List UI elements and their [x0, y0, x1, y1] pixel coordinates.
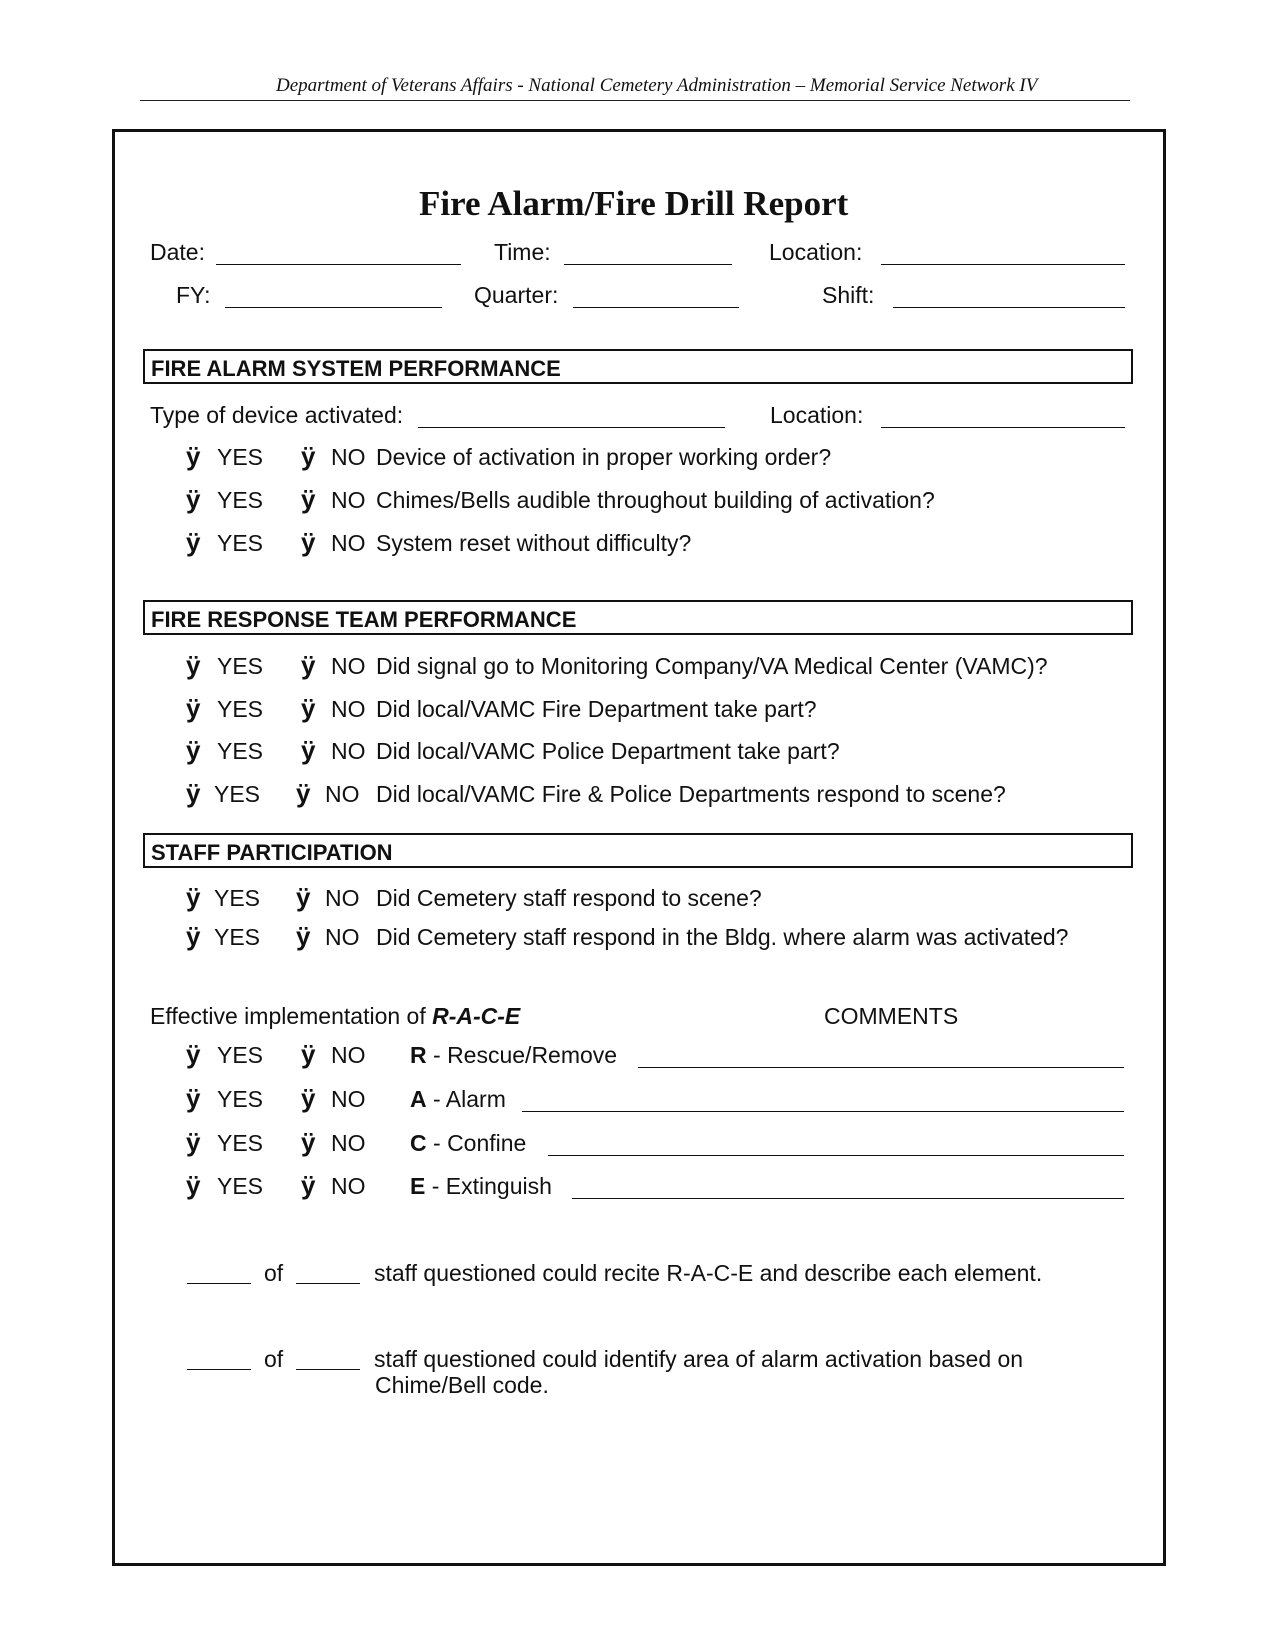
section-heading: STAFF PARTICIPATION	[151, 840, 393, 865]
no-label: NO	[325, 924, 360, 950]
no-label: NO	[325, 885, 360, 911]
no-checkbox-icon[interactable]: ÿ	[301, 1127, 316, 1157]
fy-field[interactable]	[225, 307, 442, 308]
recite-statement: staff questioned could recite R-A-C-E and describe each element.	[374, 1260, 1043, 1286]
comment-field-confine[interactable]	[548, 1155, 1124, 1156]
yes-label: YES	[214, 781, 261, 807]
identify-total-field[interactable]	[296, 1369, 360, 1370]
no-checkbox-icon[interactable]: ÿ	[301, 650, 316, 680]
yes-label: YES	[217, 530, 264, 556]
no-label: NO	[331, 1042, 366, 1068]
yes-checkbox-icon[interactable]: ÿ	[186, 650, 201, 680]
no-checkbox-icon[interactable]: ÿ	[301, 484, 316, 514]
race-item-text: - Confine	[426, 1130, 527, 1156]
yes-label: YES	[217, 444, 264, 470]
fy-label: FY:	[176, 282, 211, 308]
no-label: NO	[331, 696, 366, 722]
location-field[interactable]	[881, 264, 1125, 265]
shift-field[interactable]	[893, 307, 1125, 308]
race-item-extinguish	[410, 1175, 552, 1198]
yes-checkbox-icon[interactable]: ÿ	[186, 1127, 201, 1157]
no-label: NO	[331, 1086, 366, 1112]
comment-field-alarm[interactable]	[522, 1111, 1124, 1112]
section-alarm-system	[143, 349, 1133, 384]
yes-checkbox-icon[interactable]: ÿ	[186, 1083, 201, 1113]
no-label: NO	[331, 1173, 366, 1199]
yes-checkbox-icon[interactable]: ÿ	[186, 882, 201, 912]
identify-statement-line-1: staff questioned could identify area of alarm activation based on	[374, 1346, 1024, 1372]
question-text: Did local/VAMC Police Department take part?	[376, 738, 840, 764]
page-title: Fire Alarm/Fire Drill Report	[419, 184, 849, 223]
race-intro-text: Effective implementation of	[150, 1003, 433, 1029]
yes-checkbox-icon[interactable]: ÿ	[186, 441, 201, 471]
device-type-label: Type of device activated:	[150, 402, 404, 428]
comments-heading: COMMENTS	[824, 1003, 959, 1029]
no-label: NO	[325, 781, 360, 807]
race-letter: C	[410, 1130, 427, 1156]
yes-label: YES	[214, 885, 261, 911]
yes-checkbox-icon[interactable]: ÿ	[186, 527, 201, 557]
no-checkbox-icon[interactable]: ÿ	[296, 882, 311, 912]
no-checkbox-icon[interactable]: ÿ	[301, 527, 316, 557]
no-checkbox-icon[interactable]: ÿ	[301, 1170, 316, 1200]
question-text: Device of activation in proper working order?	[376, 444, 832, 470]
shift-label: Shift:	[822, 282, 875, 308]
device-location-label: Location:	[770, 402, 864, 428]
yes-label: YES	[217, 1086, 264, 1112]
comment-field-extinguish[interactable]	[572, 1198, 1124, 1199]
yes-label: YES	[217, 738, 264, 764]
no-checkbox-icon[interactable]: ÿ	[301, 1039, 316, 1069]
no-checkbox-icon[interactable]: ÿ	[301, 735, 316, 765]
of-label: of	[264, 1260, 284, 1286]
race-item-alarm	[410, 1088, 506, 1111]
race-item-text: - Alarm	[426, 1086, 506, 1112]
date-label: Date:	[150, 239, 205, 265]
yes-label: YES	[217, 487, 264, 513]
yes-label: YES	[217, 1042, 264, 1068]
quarter-label: Quarter:	[474, 282, 559, 308]
time-label: Time:	[494, 239, 551, 265]
yes-label: YES	[214, 924, 261, 950]
header-rule	[140, 100, 1130, 101]
question-text: Did Cemetery staff respond in the Bldg. where alarm was activated?	[376, 924, 1069, 950]
section-staff-participation	[143, 833, 1133, 868]
comment-field-rescue[interactable]	[638, 1067, 1124, 1068]
no-checkbox-icon[interactable]: ÿ	[301, 1083, 316, 1113]
section-heading: FIRE RESPONSE TEAM PERFORMANCE	[151, 607, 577, 632]
yes-checkbox-icon[interactable]: ÿ	[186, 778, 201, 808]
yes-checkbox-icon[interactable]: ÿ	[186, 921, 201, 951]
race-item-text: - Rescue/Remove	[426, 1042, 618, 1068]
race-acronym: R-A-C-E	[432, 1003, 521, 1029]
race-letter: R	[410, 1042, 427, 1068]
question-text: Chimes/Bells audible throughout building of activation?	[376, 487, 935, 513]
recite-count-field[interactable]	[187, 1283, 251, 1284]
section-response-team	[143, 600, 1133, 635]
yes-label: YES	[217, 1173, 264, 1199]
race-item-rescue	[410, 1044, 617, 1067]
identify-statement-line-2: Chime/Bell code.	[375, 1372, 549, 1398]
race-intro	[150, 1005, 520, 1028]
quarter-field[interactable]	[573, 307, 739, 308]
recite-total-field[interactable]	[296, 1283, 360, 1284]
device-type-field[interactable]	[418, 427, 725, 428]
question-text: Did Cemetery staff respond to scene?	[376, 885, 762, 911]
yes-checkbox-icon[interactable]: ÿ	[186, 1039, 201, 1069]
race-letter: A	[410, 1086, 427, 1112]
question-text: System reset without difficulty?	[376, 530, 692, 556]
identify-count-field[interactable]	[187, 1369, 251, 1370]
yes-label: YES	[217, 1130, 264, 1156]
no-checkbox-icon[interactable]: ÿ	[296, 778, 311, 808]
yes-label: YES	[217, 696, 264, 722]
race-item-text: - Extinguish	[425, 1173, 552, 1199]
question-text: Did signal go to Monitoring Company/VA Medical Center (VAMC)?	[376, 653, 1048, 679]
question-text: Did local/VAMC Fire Department take part?	[376, 696, 817, 722]
race-item-confine	[410, 1132, 526, 1155]
no-label: NO	[331, 444, 366, 470]
no-label: NO	[331, 738, 366, 764]
yes-checkbox-icon[interactable]: ÿ	[186, 484, 201, 514]
yes-checkbox-icon[interactable]: ÿ	[186, 1170, 201, 1200]
no-checkbox-icon[interactable]: ÿ	[301, 693, 316, 723]
yes-checkbox-icon[interactable]: ÿ	[186, 735, 201, 765]
no-label: NO	[331, 530, 366, 556]
location-label: Location:	[769, 239, 863, 265]
document-header: Department of Veterans Affairs - National Cemetery Administration – Memorial Service Network IV	[276, 75, 1038, 96]
yes-label: YES	[217, 653, 264, 679]
no-label: NO	[331, 487, 366, 513]
time-field[interactable]	[564, 264, 732, 265]
section-heading: FIRE ALARM SYSTEM PERFORMANCE	[151, 356, 561, 381]
race-letter: E	[410, 1173, 426, 1199]
date-field[interactable]	[216, 264, 461, 265]
no-checkbox-icon[interactable]: ÿ	[296, 921, 311, 951]
no-label: NO	[331, 1130, 366, 1156]
device-location-field[interactable]	[881, 427, 1125, 428]
no-label: NO	[331, 653, 366, 679]
yes-checkbox-icon[interactable]: ÿ	[186, 693, 201, 723]
question-text: Did local/VAMC Fire & Police Departments respond to scene?	[376, 781, 1006, 807]
no-checkbox-icon[interactable]: ÿ	[301, 441, 316, 471]
of-label: of	[264, 1346, 284, 1372]
